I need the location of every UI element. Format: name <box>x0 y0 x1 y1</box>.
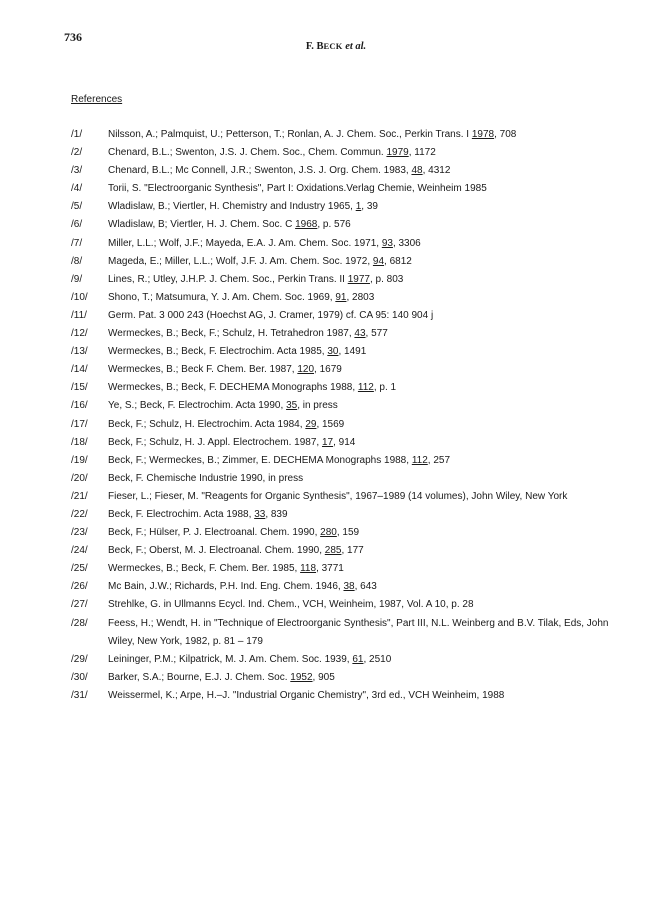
reference-item <box>0 488 672 506</box>
reference-item <box>0 397 672 415</box>
reference-number: /26/ <box>71 581 88 593</box>
reference-number: /19/ <box>71 454 88 466</box>
reference-text-part: , 1172 <box>408 147 436 159</box>
reference-number: /27/ <box>71 599 88 611</box>
reference-item <box>0 361 672 379</box>
reference-volume: 30 <box>327 346 339 358</box>
reference-volume: 94 <box>372 255 385 267</box>
reference-item <box>0 687 672 705</box>
reference-text <box>108 416 632 434</box>
reference-volume: 48 <box>411 165 423 177</box>
reference-number: /24/ <box>71 545 88 557</box>
reference-text-part: , 177 <box>341 545 364 557</box>
reference-item <box>0 126 672 144</box>
reference-text-part: Beck, F. Electrochim. Acta 1988, <box>108 508 255 520</box>
reference-item <box>0 578 672 596</box>
reference-volume: 112 <box>411 454 428 466</box>
reference-item <box>0 542 672 560</box>
reference-text-part: Beck, F.; Wermeckes, B.; Zimmer, E. DECHEMA Monographs 1988, <box>108 454 412 466</box>
reference-text-part: , 905 <box>312 671 335 683</box>
reference-text <box>108 488 632 506</box>
reference-item <box>0 434 672 452</box>
reference-number: /2/ <box>71 147 83 159</box>
reference-text-part: , p. 1 <box>373 382 397 394</box>
reference-text <box>108 216 632 234</box>
reference-text-part: Germ. Pat. 3 000 243 (Hoechst AG, J. Cramer, 1979) cf. CA 95: 140 904 j <box>108 309 434 321</box>
reference-text <box>108 235 632 253</box>
reference-text-part: Torii, S. "Electroorganic Synthesis", Part I: Oxidations.Verlag Chemie, Weinheim 1985 <box>108 183 487 195</box>
reference-text-part: , 708 <box>494 129 517 140</box>
reference-number: /9/ <box>71 273 83 285</box>
reference-volume: 118 <box>300 563 317 575</box>
reference-number: /1/ <box>71 129 83 140</box>
reference-text-part: , 839 <box>265 508 288 520</box>
reference-text-part: , 6812 <box>384 255 412 267</box>
reference-text-part: Feess, H.; Wendt, H. in "Technique of Electroorganic Synthesis", Part III, N.L. Weinberg and B.V. Tilak, Eds, John Wiley, New York, 1982, p. 81 – 179 <box>108 617 609 647</box>
reference-text-part: Lines, R.; Utley, J.H.P. J. Chem. Soc., Perkin Trans. II <box>108 273 348 285</box>
reference-number: /25/ <box>71 563 88 575</box>
reference-number: /16/ <box>71 400 88 412</box>
reference-number: /22/ <box>71 508 88 520</box>
reference-item <box>0 289 672 307</box>
reference-item <box>0 180 672 198</box>
reference-volume: 285 <box>324 545 342 557</box>
page-number: 736 <box>64 30 82 44</box>
reference-volume: 280 <box>320 527 337 539</box>
reference-volume: 93 <box>381 237 393 249</box>
reference-number: /15/ <box>71 382 88 394</box>
reference-text <box>108 651 632 669</box>
reference-volume: 1968 <box>295 219 318 231</box>
reference-item <box>0 271 672 289</box>
reference-text-part: , 4312 <box>422 165 451 177</box>
reference-text <box>108 144 632 162</box>
reference-text <box>108 325 632 343</box>
reference-text <box>108 669 632 687</box>
reference-item <box>0 343 672 361</box>
reference-volume: 1978 <box>471 129 495 140</box>
reference-text-part: Weissermel, K.; Arpe, H.–J. "Industrial Organic Chemistry", 3rd ed., VCH Weinheim, 1988 <box>108 689 505 701</box>
reference-text-part: Beck, F.; Oberst, M. J. Electroanal. Chem. 1990, <box>108 545 325 557</box>
reference-item <box>0 235 672 253</box>
reference-item <box>0 524 672 542</box>
reference-volume: 61 <box>352 653 364 665</box>
reference-text <box>108 397 632 415</box>
reference-text-part: , 2803 <box>346 291 375 303</box>
reference-text <box>108 253 632 271</box>
reference-text-part: , 159 <box>336 527 360 539</box>
reference-number: /12/ <box>71 328 88 340</box>
reference-volume: 112 <box>357 382 374 394</box>
reference-text-part: , 257 <box>427 454 451 466</box>
reference-text-part: , p. 576 <box>317 219 351 231</box>
reference-item <box>0 416 672 434</box>
reference-text-part: Shono, T.; Matsumura, Y. J. Am. Chem. Soc. 1969, <box>108 291 336 303</box>
reference-number: /17/ <box>71 418 88 430</box>
reference-number: /18/ <box>71 436 88 448</box>
reference-number: /14/ <box>71 364 88 376</box>
reference-text-part: Wladislaw, B.; Viertler, H. Chemistry and Industry 1965, <box>108 201 356 213</box>
reference-text-part: , 3771 <box>316 563 344 575</box>
reference-text-part: Chenard, B.L.; Mc Connell, J.R.; Swenton, J.S. J. Org. Chem. 1983, <box>108 165 412 177</box>
reference-text <box>108 687 632 705</box>
reference-volume: 91 <box>335 291 347 303</box>
reference-text <box>108 434 632 452</box>
reference-text <box>108 289 632 307</box>
reference-number: /31/ <box>71 689 88 701</box>
reference-text <box>108 361 632 379</box>
reference-text-part: Wermeckes, B.; Beck F. Chem. Ber. 1987, <box>108 364 298 376</box>
reference-volume: 43 <box>354 328 366 340</box>
reference-text-part: Mageda, E.; Miller, L.L.; Wolf, J.F. J. Am. Chem. Soc. 1972, <box>108 255 373 267</box>
reference-number: /7/ <box>71 237 83 249</box>
reference-text <box>108 307 632 325</box>
reference-text-part: Barker, S.A.; Bourne, E.J. J. Chem. Soc. <box>108 671 291 683</box>
reference-number: /20/ <box>71 472 88 484</box>
reference-text-part: Leininger, P.M.; Kilpatrick, M. J. Am. Chem. Soc. 1939, <box>108 653 353 665</box>
reference-text-part: Mc Bain, J.W.; Richards, P.H. Ind. Eng. Chem. 1946, <box>108 581 344 593</box>
reference-text <box>108 126 632 144</box>
reference-item <box>0 144 672 162</box>
reference-volume: 1979 <box>386 147 409 159</box>
reference-text-part: , 643 <box>354 581 377 593</box>
reference-number: /28/ <box>71 617 88 629</box>
reference-text-part: , 3306 <box>392 237 421 249</box>
reference-text-part: , 577 <box>365 328 388 340</box>
reference-item <box>0 198 672 216</box>
running-head-et-al: et al. <box>342 41 367 52</box>
reference-item <box>0 651 672 669</box>
running-head <box>0 41 672 52</box>
reference-text-part: Nilsson, A.; Palmquist, U.; Petterson, T.; Ronlan, A. J. Chem. Soc., Perkin Trans. I <box>108 129 472 140</box>
reference-text-part: Wladislaw, B; Viertler, H. J. Chem. Soc. C <box>108 219 296 231</box>
reference-text <box>108 560 632 578</box>
reference-text <box>108 615 632 651</box>
reference-text-part: Wermeckes, B.; Beck, F.; Schulz, H. Tetrahedron 1987, <box>108 328 355 340</box>
reference-text-part: , 1679 <box>314 364 342 376</box>
running-head-author: F. B <box>305 41 324 52</box>
reference-text <box>108 578 632 596</box>
reference-list <box>0 126 672 705</box>
reference-text-part: Fieser, L.; Fieser, M. "Reagents for Organic Synthesis", 1967–1989 (14 volumes), John Wiley, New York <box>108 490 568 502</box>
reference-volume: 1 <box>355 201 362 213</box>
reference-text-part: , p. 803 <box>369 273 404 285</box>
reference-number: /8/ <box>71 255 83 267</box>
reference-volume: 35 <box>286 400 298 412</box>
reference-text <box>108 596 632 614</box>
reference-item <box>0 669 672 687</box>
reference-text <box>108 162 632 180</box>
reference-text <box>108 524 632 542</box>
reference-text-part: Strehlke, G. in Ullmanns Ecycl. Ind. Chem., VCH, Weinheim, 1987, Vol. A 10, p. 28 <box>108 599 474 611</box>
reference-volume: 29 <box>305 418 317 430</box>
reference-number: /29/ <box>71 653 88 665</box>
reference-volume: 33 <box>254 508 266 520</box>
reference-text-part: Ye, S.; Beck, F. Electrochim. Acta 1990, <box>108 400 287 412</box>
reference-item <box>0 452 672 470</box>
reference-text-part: , 39 <box>361 201 378 213</box>
reference-item <box>0 470 672 488</box>
reference-text-part: Chenard, B.L.; Swenton, J.S. J. Chem. Soc., Chem. Commun. <box>108 147 387 159</box>
reference-text-part: Beck, F.; Hülser, P. J. Electroanal. Chem. 1990, <box>108 527 321 539</box>
reference-number: /13/ <box>71 346 88 358</box>
reference-text <box>108 452 632 470</box>
reference-item <box>0 216 672 234</box>
reference-text <box>108 343 632 361</box>
reference-text <box>108 506 632 524</box>
reference-number: /23/ <box>71 527 88 539</box>
reference-text-part: , 1569 <box>316 418 345 430</box>
reference-text-part: Wermeckes, B.; Beck, F. Electrochim. Acta 1985, <box>108 346 328 358</box>
references-heading: References <box>71 94 123 105</box>
reference-number: /21/ <box>71 490 88 502</box>
reference-text-part: , 1491 <box>338 346 367 358</box>
reference-number: /4/ <box>71 183 83 195</box>
reference-number: /3/ <box>71 165 83 177</box>
reference-text-part: Wermeckes, B.; Beck, F. DECHEMA Monographs 1988, <box>108 382 358 394</box>
reference-number: /30/ <box>71 671 88 683</box>
reference-text <box>108 271 632 289</box>
reference-item <box>0 506 672 524</box>
reference-number: /11/ <box>71 309 87 321</box>
reference-text-part: Beck, F.; Schulz, H. Electrochim. Acta 1984, <box>108 418 306 430</box>
reference-text-part: Wermeckes, B.; Beck, F. Chem. Ber. 1985, <box>108 563 301 575</box>
reference-text-part: Beck, F. Chemische Industrie 1990, in press <box>108 472 304 484</box>
reference-text-part: Miller, L.L.; Wolf, J.F.; Mayeda, E.A. J. Am. Chem. Soc. 1971, <box>108 237 382 249</box>
reference-text <box>108 379 632 397</box>
reference-text <box>108 198 632 216</box>
reference-text-part: Beck, F.; Schulz, H. J. Appl. Electrochem. 1987, <box>108 436 322 448</box>
reference-item <box>0 253 672 271</box>
reference-item <box>0 325 672 343</box>
reference-volume: 1977 <box>347 273 370 285</box>
reference-number: /10/ <box>71 291 88 303</box>
reference-text <box>108 542 632 560</box>
reference-number: /6/ <box>71 219 83 231</box>
reference-item <box>0 162 672 180</box>
reference-text-part: , in press <box>297 400 338 412</box>
reference-text-part: , 914 <box>333 436 356 448</box>
reference-volume: 1952 <box>290 671 313 683</box>
reference-item <box>0 596 672 614</box>
reference-item <box>0 560 672 578</box>
reference-number: /5/ <box>71 201 83 213</box>
reference-item <box>0 379 672 397</box>
reference-item <box>0 615 672 651</box>
reference-text <box>108 470 632 488</box>
reference-text <box>108 180 632 198</box>
reference-text-part: , 2510 <box>363 653 392 665</box>
reference-volume: 17 <box>321 436 334 448</box>
running-head-author-smallcaps: ECK <box>323 41 343 51</box>
reference-item <box>0 307 672 325</box>
reference-volume: 120 <box>297 364 315 376</box>
reference-volume: 38 <box>343 581 355 593</box>
